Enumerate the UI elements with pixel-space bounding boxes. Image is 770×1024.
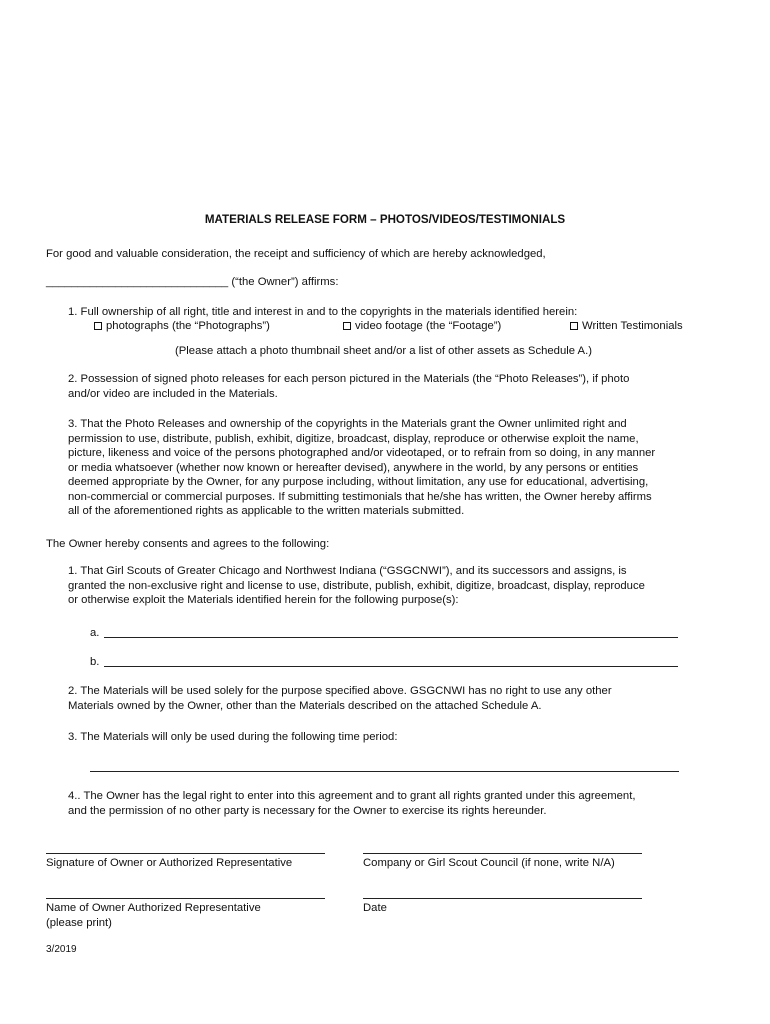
agree2-paragraph — [68, 684, 612, 713]
item3-line: all of the aforementioned rights as applicable to the written materials submitted. — [68, 505, 465, 517]
item3-line: permission to use, distribute, publish, exhibit, digitize, broadcast, display, reproduce or otherwise exploit the name, — [68, 432, 639, 445]
consent-heading: The Owner hereby consents and agrees to the following: — [46, 538, 330, 550]
option-photographs[interactable] — [94, 319, 270, 334]
owner-name-note: (please print) — [46, 917, 112, 929]
owner-signature-label: Signature of Owner or Authorized Representative — [46, 857, 293, 869]
item3-line: 3. That the Photo Releases and ownership of the copyrights in the Materials grant the Owner unlimited right and — [68, 418, 627, 430]
footer-date: 3/2019 — [46, 944, 77, 955]
option-label: photographs (the “Photographs”) — [106, 320, 270, 332]
agree2-line: 2. The Materials will be used solely for the purpose specified above. GSGCNWI has no right to use any other — [68, 685, 612, 697]
option-label: video footage (the “Footage”) — [355, 320, 502, 332]
item1-text: 1. Full ownership of all right, title and interest in and to the copyrights in the materials identified herein: — [68, 306, 578, 318]
item3-line: picture, likeness and voice of the persons photographed and/or videotaped, or to refrain from so doing, in any manner — [68, 447, 656, 459]
form-title: MATERIALS RELEASE FORM – PHOTOS/VIDEOS/TESTIMONIALS — [204, 213, 566, 226]
schedule-note: (Please attach a photo thumbnail sheet and/or a list of other assets as Schedule A.) — [175, 345, 592, 357]
owner-signature-line[interactable] — [46, 853, 325, 854]
agree3-text: 3. The Materials will only be used during the following time period: — [68, 731, 398, 743]
item3-line: deemed appropriate by the Owner, for any purpose including, without limitation, any use for educational, advertising, — [68, 476, 649, 488]
purpose-a-label: a. — [90, 627, 100, 639]
checkbox-icon[interactable] — [343, 322, 351, 330]
agree4-line: 4.. The Owner has the legal right to enter into this agreement and to grant all rights granted under this agreement, — [68, 790, 636, 802]
company-label: Company or Girl Scout Council (if none, write N/A) — [363, 857, 615, 869]
agree4-paragraph — [68, 789, 635, 818]
item3-line: or media whatsoever (whether now known or hereafter devised), anywhere in the world, by any persons or entities — [68, 461, 639, 474]
purpose-b-label: b. — [90, 656, 100, 668]
agree1-line: 1. That Girl Scouts of Greater Chicago and Northwest Indiana (“GSGCNWI”), and its successors and assigns, is — [68, 565, 627, 577]
option-video-footage[interactable] — [343, 319, 501, 334]
item3-paragraph — [68, 417, 655, 519]
item3-line: non-commercial or commercial purposes. If submitting testimonials that he/she has written, the Owner hereby affirms — [68, 490, 652, 503]
agree1-line: or otherwise exploit the Materials identified herein for the following purpose(s): — [68, 594, 459, 606]
purpose-b-blank[interactable] — [104, 666, 678, 667]
owner-line: _____________________________ (“the Owner”) affirms: — [46, 276, 339, 288]
date-label: Date — [363, 902, 387, 914]
owner-name-label: Name of Owner Authorized Representative — [46, 902, 261, 914]
option-written-testimonials[interactable] — [570, 319, 683, 334]
purpose-a-blank[interactable] — [104, 637, 678, 638]
owner-name-line[interactable] — [46, 898, 325, 899]
checkbox-icon[interactable] — [570, 322, 578, 330]
item2-line: and/or video are included in the Materials. — [68, 387, 278, 400]
date-line[interactable] — [363, 898, 642, 899]
option-label: Written Testimonials — [582, 320, 683, 332]
agree4-line: and the permission of no other party is necessary for the Owner to exercise its rights hereunder. — [68, 804, 547, 817]
item2-paragraph — [68, 372, 629, 401]
agree1-paragraph — [68, 564, 645, 608]
agree1-line: granted the non-exclusive right and license to use, distribute, publish, exhibit, digitize, broadcast, display, reproduce — [68, 579, 645, 592]
item2-line: 2. Possession of signed photo releases for each person pictured in the Materials (the “Photo Releases”), if photo — [68, 373, 630, 385]
agree2-line: Materials owned by the Owner, other than the Materials described on the attached Schedule A. — [68, 699, 542, 712]
checkbox-icon[interactable] — [94, 322, 102, 330]
intro-text: For good and valuable consideration, the receipt and sufficiency of which are hereby acknowledged, — [46, 248, 546, 260]
company-line[interactable] — [363, 853, 642, 854]
time-period-blank[interactable] — [90, 771, 679, 772]
